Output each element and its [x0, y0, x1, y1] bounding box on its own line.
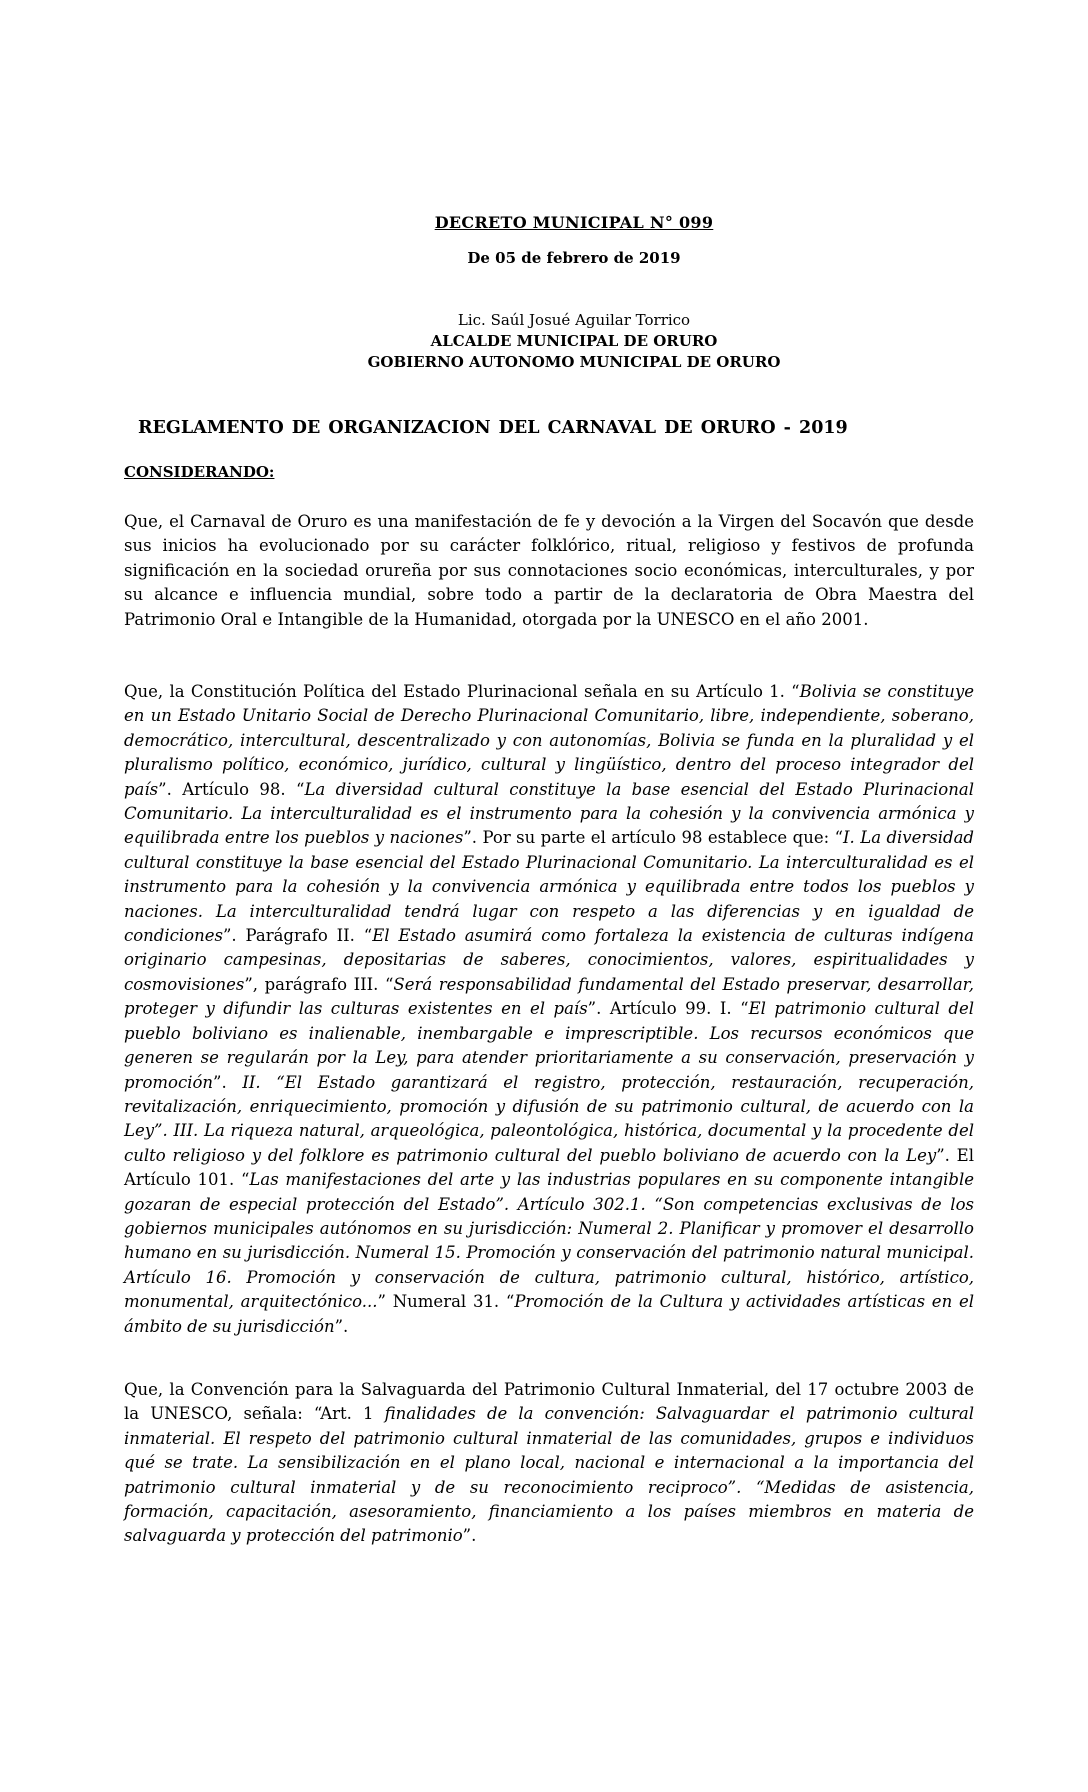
paragraph-convencion-unesco	[124, 1378, 974, 1549]
paragraph-text: ”. Artículo 98. “	[158, 779, 305, 799]
decree-date: De 05 de febrero de 2019	[467, 249, 681, 267]
authority-role: ALCALDE MUNICIPAL DE ORURO	[430, 332, 718, 350]
considerando-heading: CONSIDERANDO:	[124, 463, 275, 481]
paragraph-text: ”. Artículo 99. I. “	[587, 999, 749, 1019]
paragraph-carnaval: Que, el Carnaval de Oruro es una manifestación de fe y devoción a la Virgen del Socavón que desde sus inicios ha evolucionado por su carácter folklórico, ritual, religioso y festivos de profunda significación en la sociedad orureña por sus connotaciones socio económicas, interculturales, y por su alcance e influencia mundial, sobre todo a partir de la declaratoria de Obra Maestra del Patrimonio Oral e Intangible de la Humanidad, otorgada por la UNESCO en el año 2001.	[124, 512, 974, 629]
quoted-text-italic: Las manifestaciones del arte y las industrias populares en su componente intangible gozaran de especial protección del Estado”. Artículo 302.1. “Son competencias exclusivas de los gobiernos municipales autónomos en su jurisdicción: Numeral 2. Planificar y promover el desarrollo humano en su jurisdicción. Numeral 15. Promoción y conservación del patrimonio natural municipal. Artículo 16. Promoción y conservación de cultura, patrimonio cultural, histórico, artístico, monumental, arquitectónico...	[124, 1170, 975, 1312]
quoted-text-italic: Promoción de la Cultura y actividades artísticas en el ámbito de su jurisdicción	[124, 1292, 974, 1336]
paragraph-text: Que, la Convención para la Salvaguarda del Patrimonio Cultural Inmaterial, del 17 octubre 2003 de la UNESCO, señala: “Art. 1	[124, 1380, 974, 1424]
quoted-text-italic: II. “El Estado garantizará el registro, protección, restauración, recuperación, revitalización, enriquecimiento, promoción y difusión de su patrimonio cultural, de acuerdo con la Ley”. III. La riqueza natural, arqueológica, paleontológica, histórica, documental y la procedente del culto religioso y del folklore es patrimonio cultural del pueblo boliviano de acuerdo con la Ley	[124, 1072, 974, 1165]
paragraph-text: ”.	[334, 1316, 349, 1336]
paragraph-text: Que, la Constitución Política del Estado Plurinacional señala en su Artículo 1. “	[124, 682, 800, 701]
paragraph-text: ”. Por su parte el artículo 98 establece que: “	[463, 828, 844, 848]
paragraph-constitucion	[124, 680, 974, 1339]
decree-title: DECRETO MUNICIPAL N° 099	[434, 213, 714, 232]
authority-name: Lic. Saúl Josué Aguilar Torrico	[457, 311, 691, 329]
quoted-text-italic: El Estado asumirá como fortaleza la existencia de culturas indígena originario campesinas, depositarias de saberes, conocimientos, valores, espiritualidades y cosmovisiones	[124, 926, 974, 994]
paragraph-text: ”. Parágrafo II. “	[222, 926, 373, 946]
quoted-text-italic: I. La diversidad cultural constituye la base esencial del Estado Plurinacional Comunitario. La interculturalidad es el instrumento para la cohesión y la convivencia armónica y equilibrada entre todos los pueblos y naciones. La interculturalidad tendrá lugar con respeto a las diferencias y en igualdad de condiciones	[124, 828, 974, 946]
regulation-title: REGLAMENTO DE ORGANIZACION DEL CARNAVAL DE ORURO - 2019	[138, 418, 848, 438]
quoted-text-italic: Será responsabilidad fundamental del Estado preservar, desarrollar, proteger y difundir las culturas existentes en el país	[124, 974, 974, 1019]
quoted-text-italic: finalidades de la convención: Salvaguardar el patrimonio cultural inmaterial. El respeto del patrimonio cultural inmaterial de las comunidades, grupos e individuos qué se trate. La sensibilización en el plano local, nacional e internacional a la importancia del patrimonio cultural inmaterial y de su reconocimiento reciproco”. “Medidas de asistencia, formación, capacitación, asesoramiento, financiamiento a los países miembros en materia de salvaguarda y protección del patrimonio	[124, 1404, 974, 1546]
paragraph-text: ”.	[213, 1072, 243, 1092]
authority-institution: GOBIERNO AUTONOMO MUNICIPAL DE ORURO	[367, 353, 781, 371]
quoted-text-italic: El patrimonio cultural del pueblo boliviano es inalienable, inembargable e imprescriptible. Los recursos económicos que generen se regularán por la Ley, para atender prioritariamente a su conservación, preservación y promoción	[124, 999, 975, 1092]
paragraph-text: ”.	[462, 1526, 477, 1546]
paragraph-text: ” Numeral 31. “	[377, 1292, 515, 1312]
quoted-text-italic: La diversidad cultural constituye la base esencial del Estado Plurinacional Comunitario. La interculturalidad es el instrumento para la cohesión y la convivencia armónica y equilibrada entre los pueblos y naciones	[124, 779, 974, 848]
paragraph-text: ”. El Artículo 101. “	[124, 1145, 975, 1190]
paragraph-text: ”, parágrafo III. “	[244, 974, 394, 994]
quoted-text-italic: Bolivia se constituye en un Estado Unitario Social de Derecho Plurinacional Comunitario, libre, independiente, soberano, democrático, intercultural, descentralizado y con autonomías, Bolivia se funda en la pluralidad y el pluralismo político, económico, jurídico, cultural y lingüístico, dentro del proceso integrador del país	[124, 682, 974, 799]
